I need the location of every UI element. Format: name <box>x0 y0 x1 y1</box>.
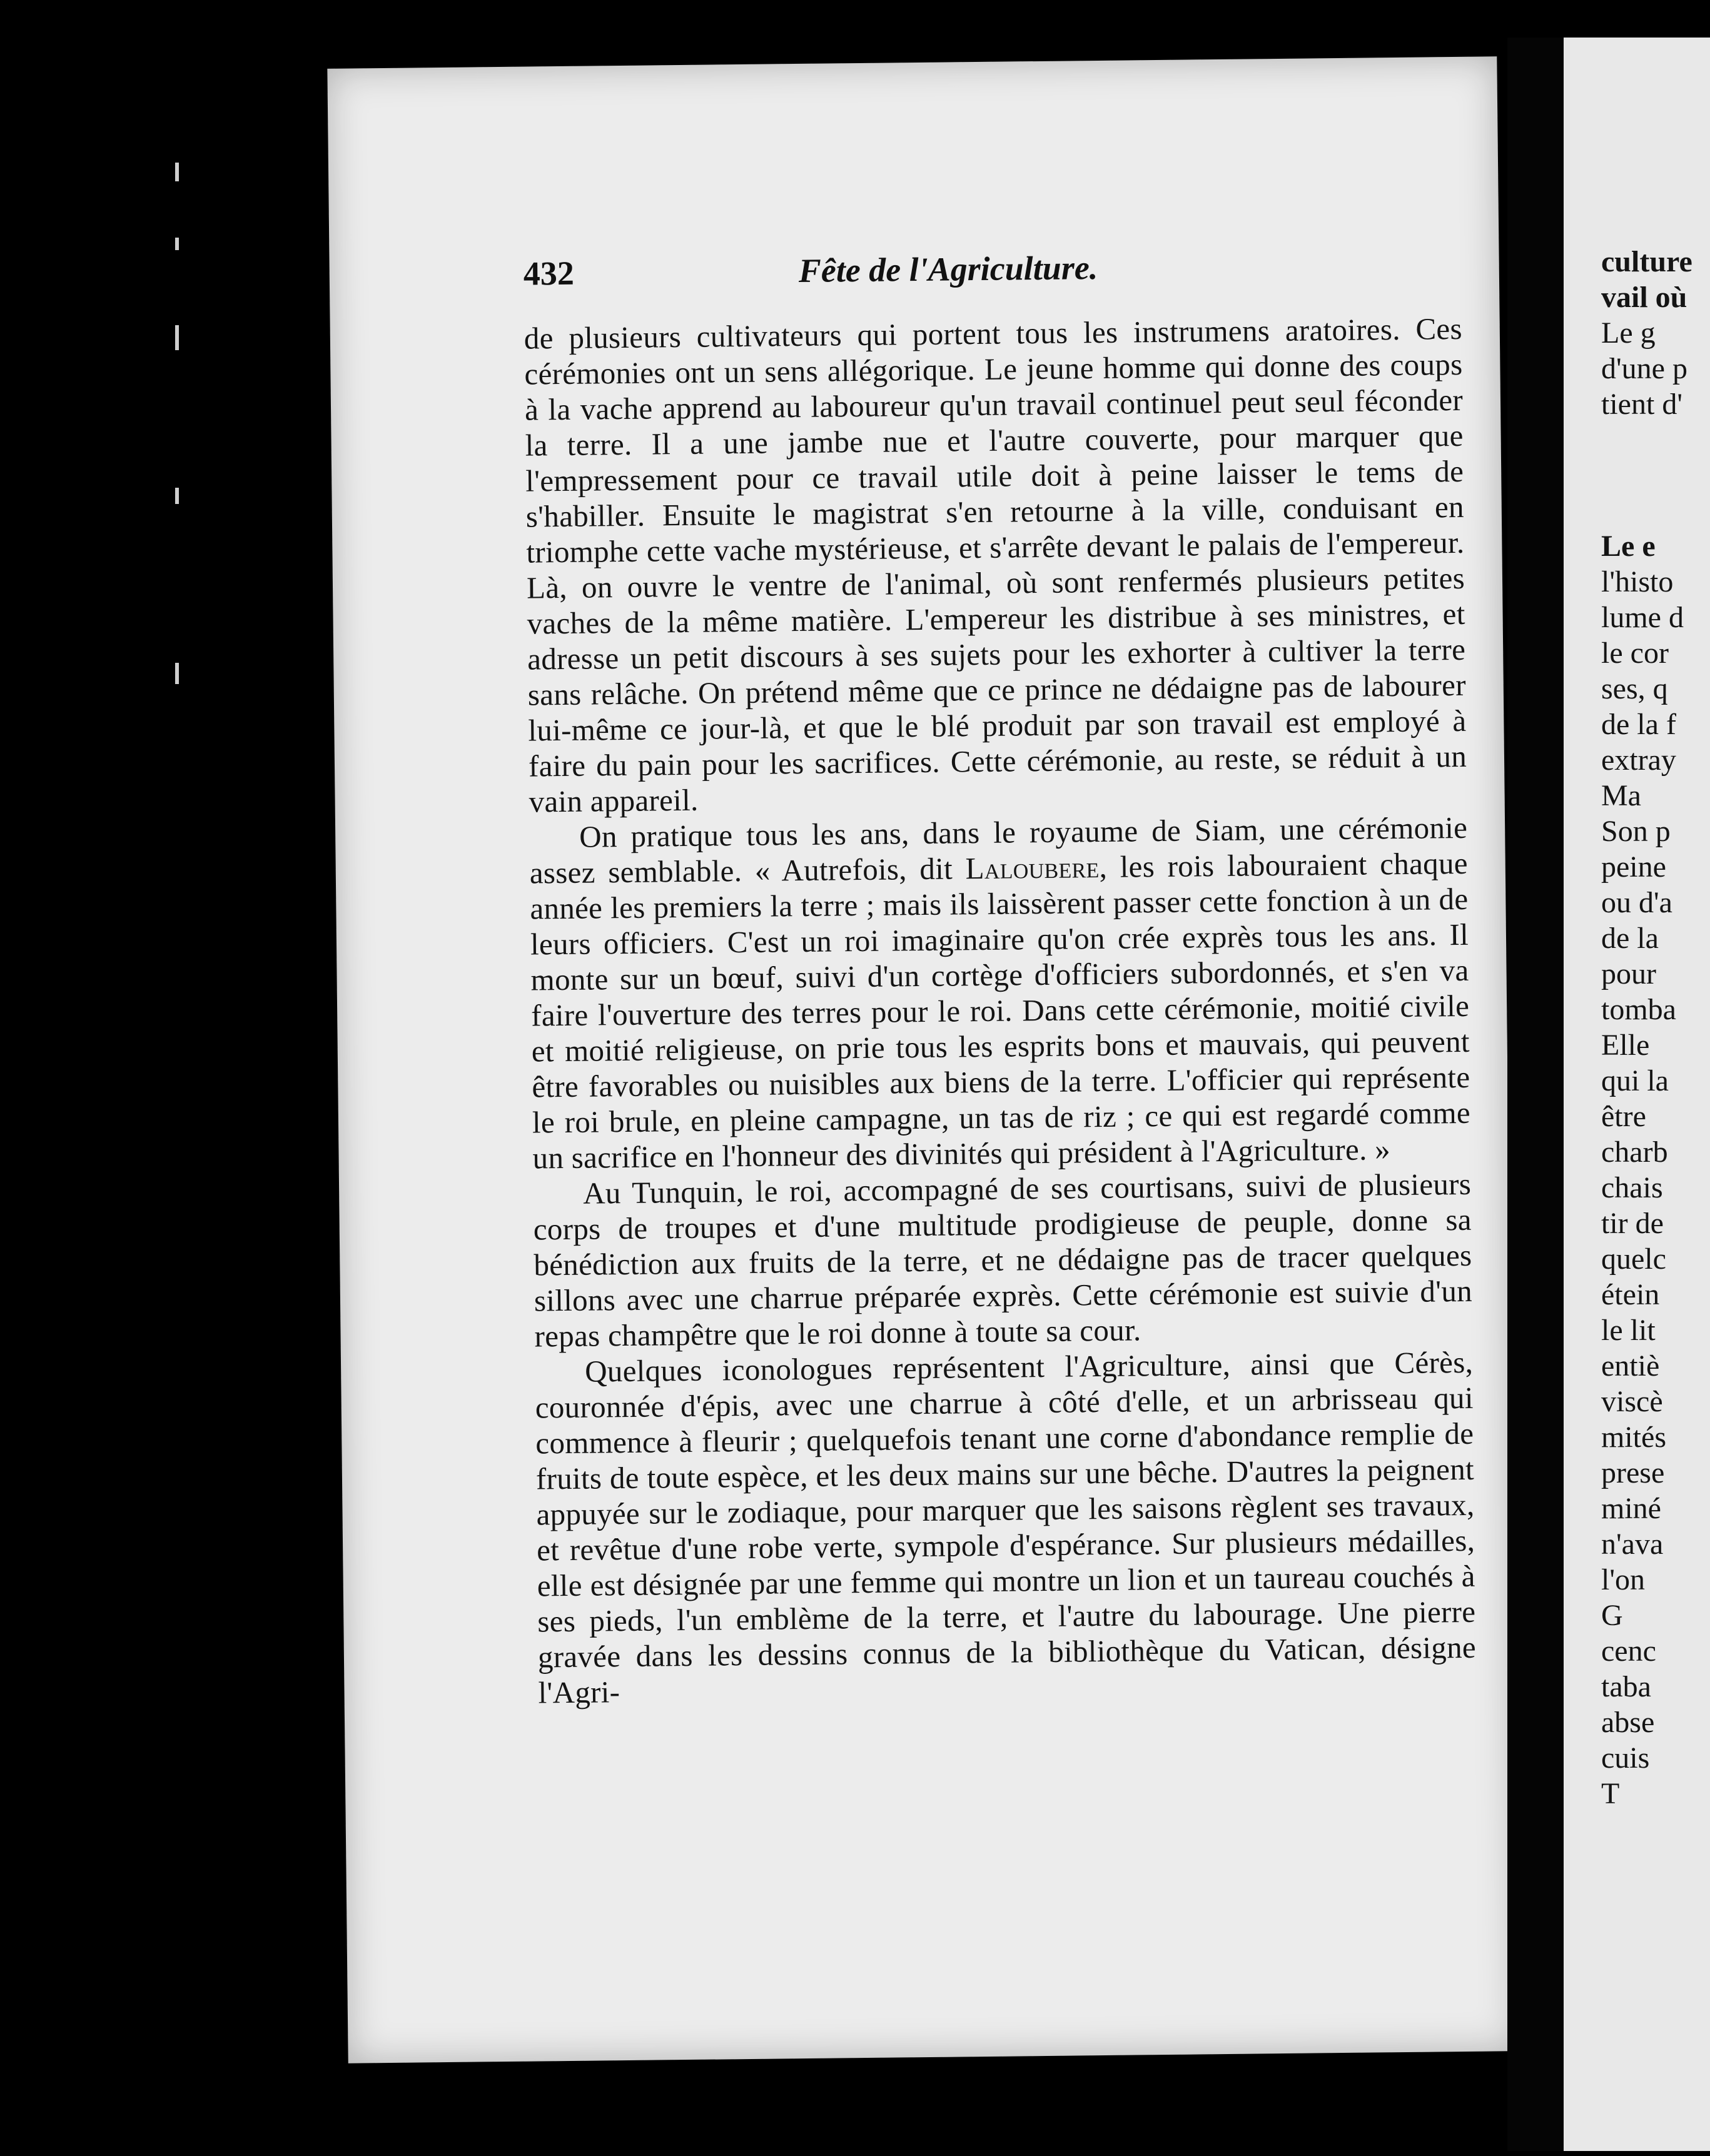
facing-line: chais <box>1601 1171 1663 1204</box>
facing-line: prese <box>1601 1456 1665 1489</box>
facing-line: tient d' <box>1601 388 1682 421</box>
facing-line: tir de <box>1601 1207 1664 1240</box>
facing-line: d'une p <box>1601 352 1687 385</box>
facing-line: n'ava <box>1601 1528 1664 1561</box>
facing-line: lume d <box>1601 601 1684 634</box>
facing-line: Elle <box>1601 1029 1650 1062</box>
facing-line: T <box>1601 1777 1620 1810</box>
paragraph-3: Au Tunquin, le roi, accompagné de ses courtisans, suivi de plusieurs corps de troupes et d'une multitude prodigieuse de peuple, donne sa bénédiction aux fruits de la terre, et ne dédaigne pas de tracer quelques sillons avec une charrue préparée exprès. Cette cérémonie est suivie d'un repas champêtre que le roi donne à toute sa cour. <box>533 1166 1473 1354</box>
paragraph-4: Quelques iconologues représentent l'Agriculture, ainsi que Cérès, couronnée d'épis, avec une charrue à côté d'elle, et un arbrisseau qui commence à fleurir ; quelquefois tenant une corne d'abondance remplie de fruits de toute espèce, et les deux mains sur une bêche. D'autres la peignent appuyée sur le zodiaque, pour marquer que les saisons règlent ses travaux, et revêtue d'une robe verte, sympole d'espérance. Sur plusieurs médailles, elle est désignée par une femme qui montre un lion et un taureau couchés à ses pieds, l'un emblème de la terre, et l'autre du labourage. Une pierre gravée dans les dessins connus de la bibliothèque du Vatican, désigne l'Agri- <box>535 1344 1477 1710</box>
facing-line: ou d'a <box>1601 886 1672 919</box>
page-header <box>523 244 1462 317</box>
facing-line: l'histo <box>1601 565 1674 598</box>
facing-line: peine <box>1601 850 1666 884</box>
facing-line: cenc <box>1601 1635 1656 1668</box>
left-edge-marks <box>175 163 188 1101</box>
facing-line: mités <box>1601 1421 1666 1454</box>
facing-line: pour <box>1601 957 1656 990</box>
page-content <box>523 244 1476 1711</box>
facing-line: culture <box>1601 245 1692 278</box>
facing-line: être <box>1601 1100 1646 1133</box>
author-name: Laloubere <box>965 850 1100 886</box>
facing-line: qui la <box>1601 1064 1669 1097</box>
facing-line: cuis <box>1601 1741 1650 1775</box>
facing-line: taba <box>1601 1670 1651 1703</box>
book-page <box>327 56 1517 2063</box>
facing-gap <box>1601 422 1710 528</box>
facing-line: Son p <box>1601 815 1671 848</box>
facing-line: extray <box>1601 743 1676 777</box>
facing-line: viscè <box>1601 1385 1663 1418</box>
facing-line: tomba <box>1601 993 1676 1026</box>
facing-line: entiè <box>1601 1349 1660 1383</box>
book-gutter <box>1507 38 1564 2151</box>
page-number: 432 <box>523 254 575 293</box>
body-text <box>524 311 1477 1711</box>
facing-line: l'on <box>1601 1563 1645 1596</box>
facing-line: le cor <box>1601 637 1669 670</box>
facing-line: Ma <box>1601 779 1641 812</box>
paragraph-2 <box>529 810 1471 1176</box>
facing-line: abse <box>1601 1706 1655 1739</box>
facing-line: vail où <box>1601 281 1687 314</box>
paragraph-1: de plusieurs cultivateurs qui portent tous les instrumens aratoires. Ces cérémonies ont un sens allégorique. Le jeune homme qui donne des coups à la vache apprend au laboureur qu'un travail continuel peut seul féconder la terre. Il a une jambe nue et l'autre couverte, pour marquer que l'empressement pour ce travail utile doit à peine laisser le tems de s'habiller. Ensuite le magistrat s'en retourne à la ville, conduisant en triomphe cette vache mystérieuse, et s'arrête devant le palais de l'empereur. Là, on ouvre le ventre de l'animal, où sont renfermés plusieurs petites vaches de la même matière. L'empereur les distribue à ses ministres, et adresse un petit discours à ses sujets pour les exhorter à cultiver la terre sans relâche. On prétend même que ce prince ne dédaigne pas de labourer lui-même ce jour-là, et que le blé produit par son travail est employé à faire du pain pour les sacrifices. Cette cérémonie, au reste, se réduit à un vain appareil. <box>524 311 1467 819</box>
facing-line: étein <box>1601 1278 1660 1311</box>
facing-line: le lit <box>1601 1314 1656 1347</box>
facing-line: de la f <box>1601 708 1676 741</box>
facing-line: quelc <box>1601 1242 1666 1276</box>
facing-line: Le e <box>1601 530 1656 563</box>
facing-line: G <box>1601 1599 1623 1632</box>
facing-line: charb <box>1601 1136 1668 1169</box>
facing-line: Le g <box>1601 316 1656 350</box>
facing-page-text <box>1601 244 1710 1811</box>
facing-line: de la <box>1601 922 1659 955</box>
facing-line: ses, q <box>1601 672 1668 705</box>
facing-line: miné <box>1601 1492 1661 1525</box>
running-head: Fête de l'Agriculture. <box>798 248 1098 290</box>
facing-page-fragment <box>1564 38 1710 2151</box>
paragraph-2-part-2: , les rois labouraient chaque année les premiers la terre ; mais ils laissèrent passer cette fonction à un de leurs officiers. C'est un roi imaginaire qu'on crée exprès tous les ans. Il monte sur un bœuf, suivi d'un cortège d'officiers subordonnés, et s'en va faire l'ouverture des terres pour le roi. Dans cette cérémonie, moitié civile et moitié religieuse, on prie tous les esprits bons et mauvais, qui peuvent être favorables ou nuisibles aux biens de la terre. L'officier qui représente le roi brule, en pleine campagne, un tas de riz ; ce qui est regardé comme un sacrifice en l'honneur des divinités qui président à l'Agriculture. » <box>530 845 1471 1176</box>
paragraph-2-part-1: On pratique tous les ans, dans le royaume de Siam, une cérémonie assez semblable. « Autrefois, dit <box>529 810 1468 890</box>
